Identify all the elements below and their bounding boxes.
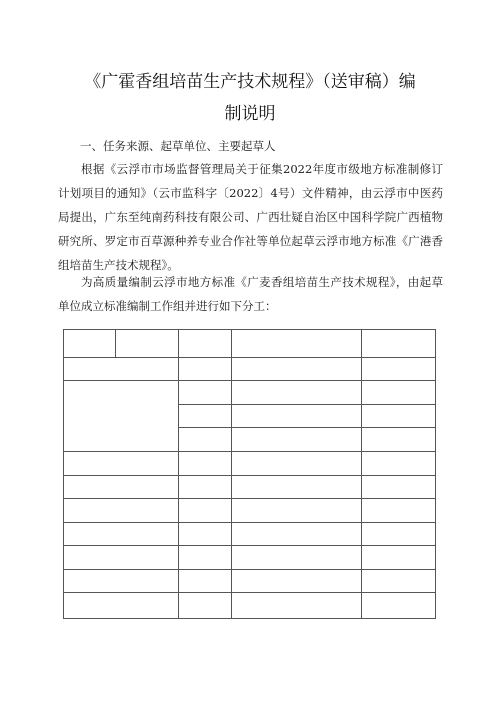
paragraph-task-source: 根据《云浮市市场监督管理局关于征集2022年度市级地方标准制修订计划项目的通知》（云市监科字〔2022〕4号）文件精神，由云浮市中医药局提出，广东至纯南药科技有限公司、广西壮疑自治区中国科学院广西植物研究所、罗定市百草源种养专业合作社等单位起草云浮市地方标准《广港香组培苗生产技术规程》。: [58, 162, 443, 272]
table-cell: [362, 522, 436, 546]
table-cell: [116, 330, 179, 358]
table-row: [64, 330, 436, 358]
table-cell: [64, 569, 179, 593]
table-cell: [179, 593, 232, 619]
table-cell: [232, 404, 362, 428]
table-cell: [232, 593, 362, 619]
table-cell: [179, 475, 232, 499]
table-cell: [362, 475, 436, 499]
table-row: [64, 357, 436, 381]
table-row: [64, 452, 436, 476]
table-row: [64, 499, 436, 523]
table-row: [64, 569, 436, 593]
table-cell: [362, 569, 436, 593]
section-1-heading: 一、任务来源、起草单位、主要起草人: [80, 139, 276, 153]
table-cell: [64, 593, 179, 619]
table-cell: [232, 452, 362, 476]
table-cell: [179, 381, 232, 405]
table-row: [64, 381, 436, 405]
document-title-line-2: 制说明: [224, 104, 276, 124]
paragraph-work-division: 为高质量编制云浮市地方标准《广麦香组培苗生产技术规程》，由起草单位成立标准编制工作组并进行如下分工：: [58, 275, 443, 313]
table-row: [64, 522, 436, 546]
table-cell: [179, 330, 232, 358]
table-cell: [232, 522, 362, 546]
table-cell: [362, 499, 436, 523]
table-cell: [232, 499, 362, 523]
table-cell: [179, 404, 232, 428]
table-cell: [64, 499, 179, 523]
table-cell: [232, 357, 362, 381]
table-cell: [362, 357, 436, 381]
table-cell: [232, 546, 362, 570]
table-cell: [64, 357, 179, 381]
table-cell: [179, 357, 232, 381]
table-cell: [64, 381, 179, 452]
table-row: [64, 546, 436, 570]
table-cell: [232, 330, 362, 358]
table-cell: [179, 428, 232, 452]
document-title-line-1: 《广霍香组培苗生产技术规程》（送审稿）编: [84, 72, 416, 92]
table-cell: [64, 452, 179, 476]
table-row: [64, 593, 436, 619]
table-cell: [362, 330, 436, 358]
table-cell: [179, 546, 232, 570]
table-cell: [64, 330, 116, 358]
table-cell: [179, 569, 232, 593]
table-cell: [64, 546, 179, 570]
table-cell: [362, 593, 436, 619]
table-cell: [179, 499, 232, 523]
table-cell: [362, 428, 436, 452]
table-cell: [232, 475, 362, 499]
table-cell: [362, 404, 436, 428]
table-cell: [232, 428, 362, 452]
table-cell: [64, 522, 179, 546]
table-cell: [179, 522, 232, 546]
table-cell: [232, 569, 362, 593]
table-cell: [362, 546, 436, 570]
drafting-team-table: [63, 329, 436, 619]
table-cell: [179, 452, 232, 476]
table-cell: [232, 381, 362, 405]
table-row: [64, 475, 436, 499]
table-cell: [362, 452, 436, 476]
table-cell: [362, 381, 436, 405]
table-cell: [64, 475, 179, 499]
